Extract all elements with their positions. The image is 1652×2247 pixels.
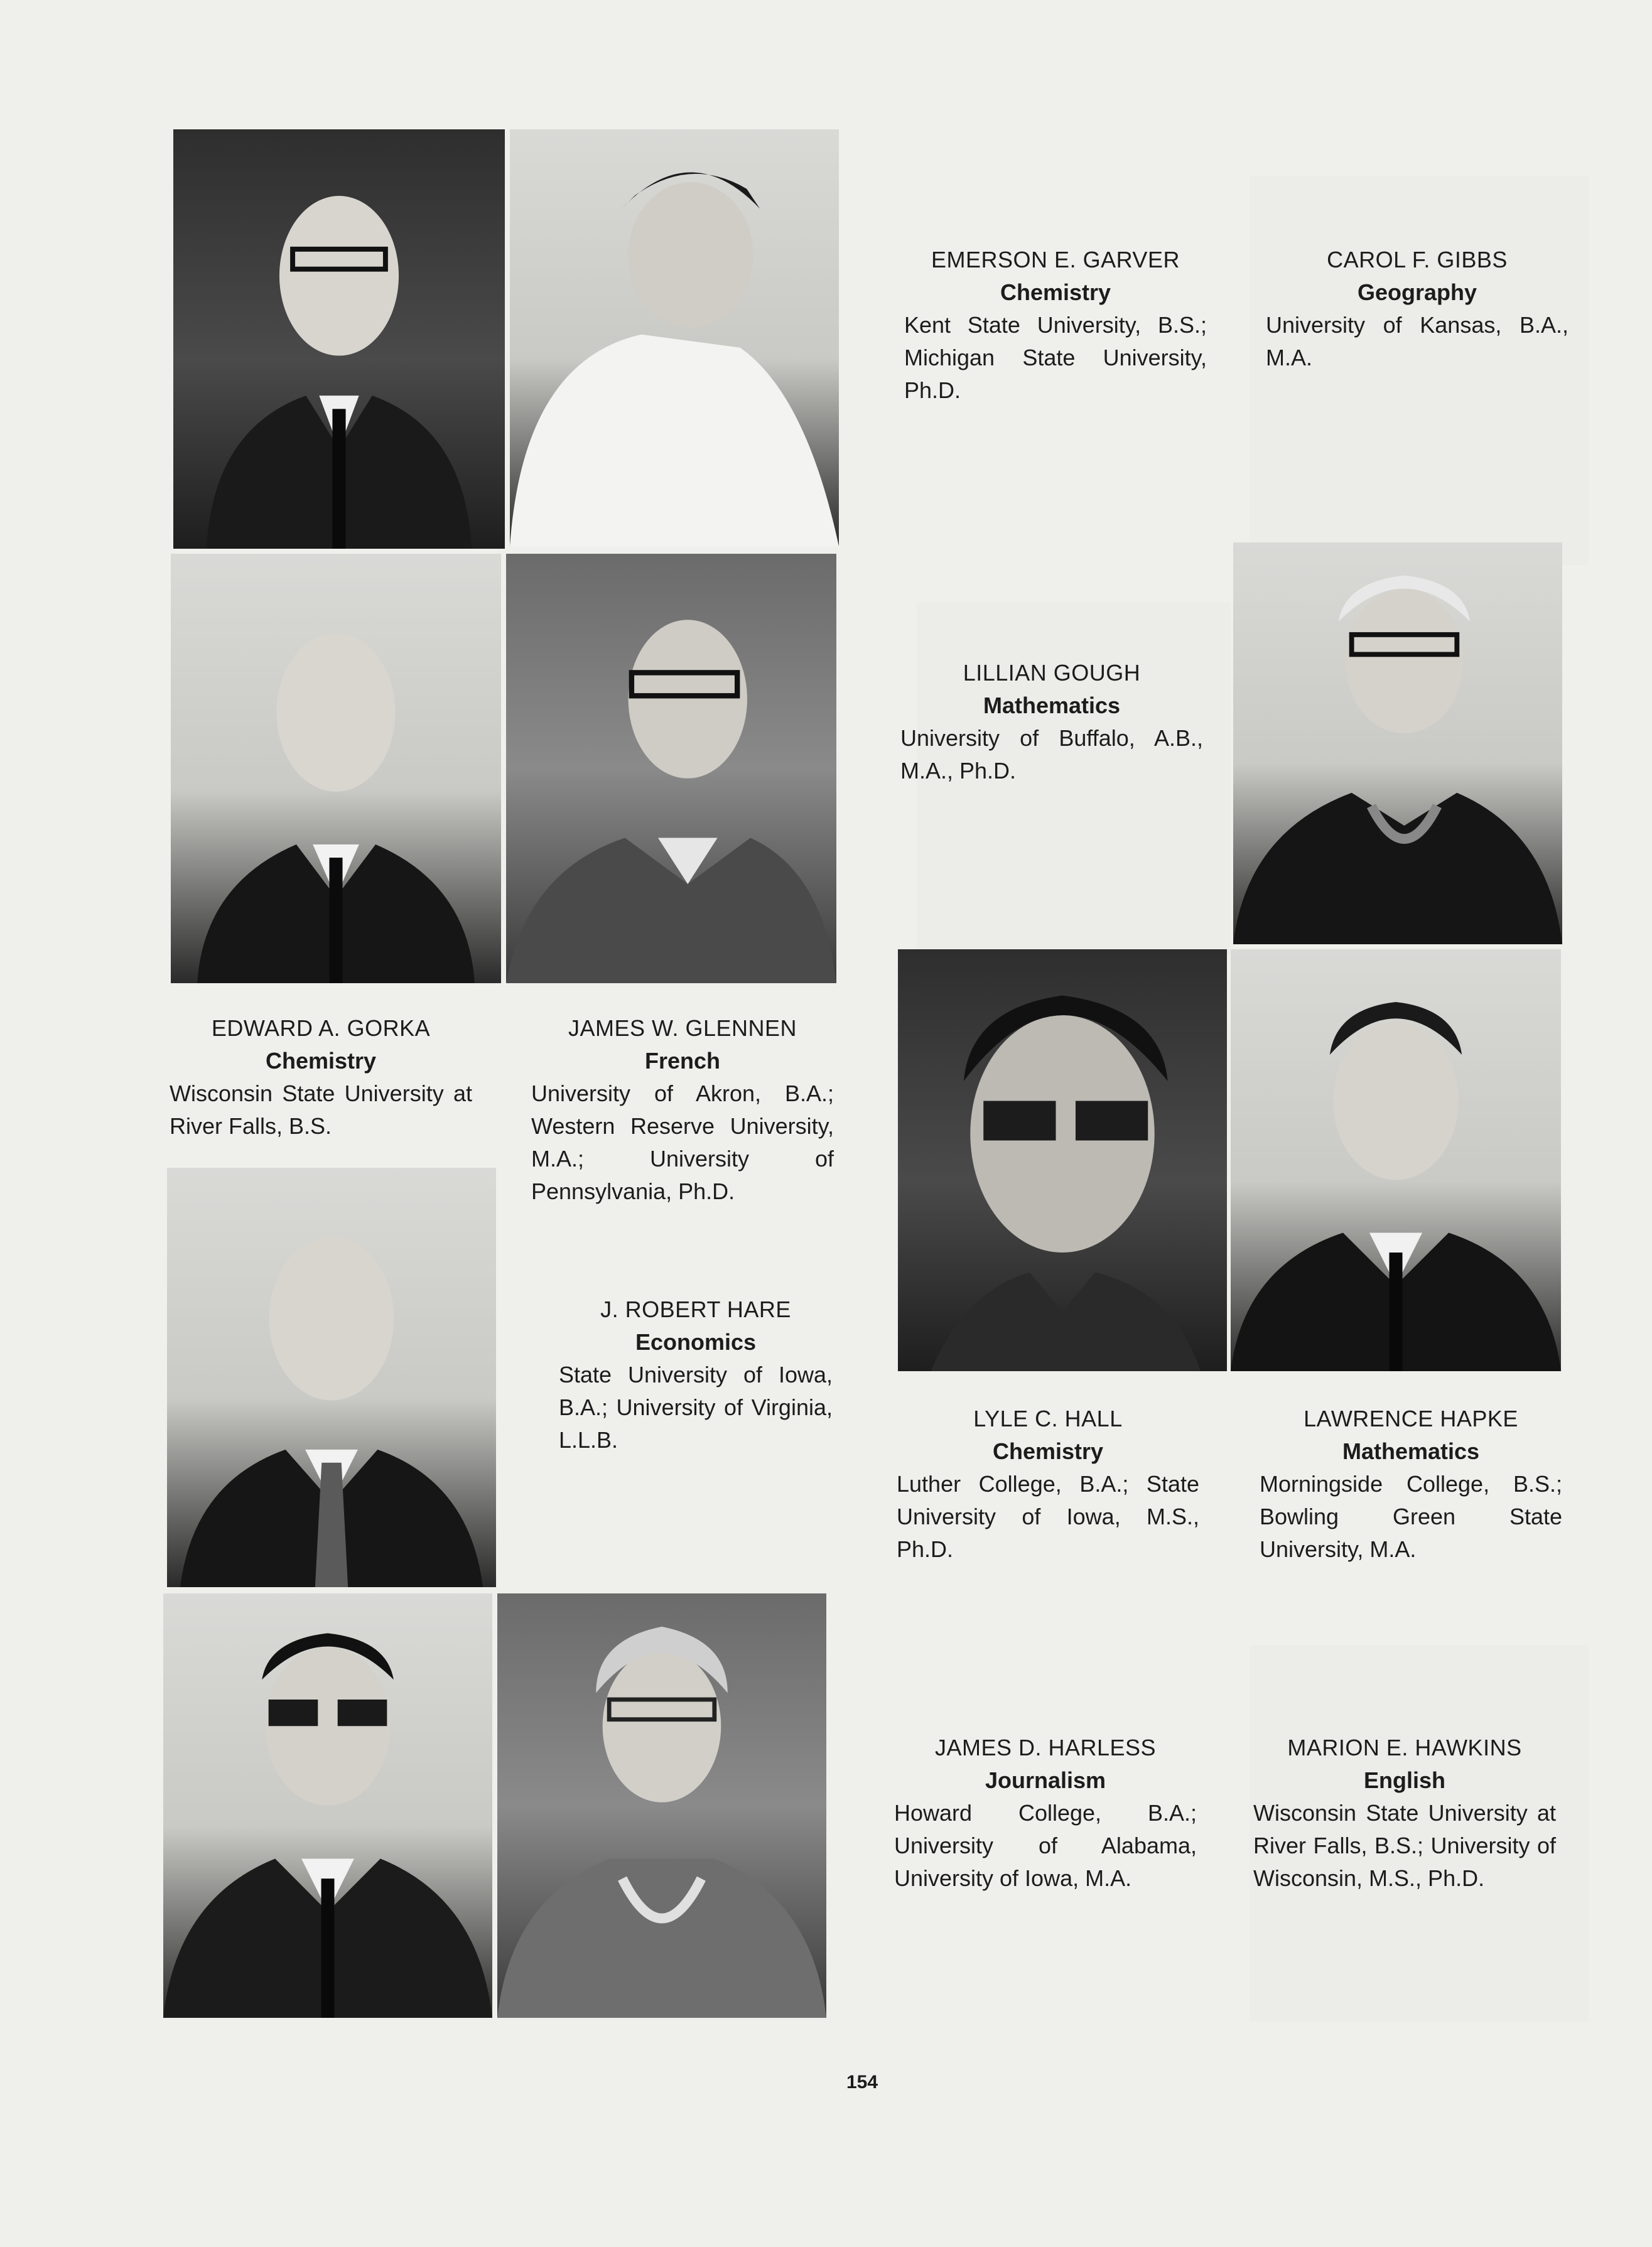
faculty-name: J. ROBERT HARE — [600, 1296, 791, 1322]
portrait-photo — [497, 1593, 826, 2018]
faculty-department: English — [1363, 1767, 1445, 1793]
faculty-department: Mathematics — [1342, 1438, 1480, 1464]
faculty-caption — [559, 1293, 833, 1457]
portrait-photo — [1231, 949, 1561, 1371]
faculty-caption — [170, 1012, 472, 1143]
page-number: 154 — [846, 2072, 878, 2093]
faculty-education: University of Buffalo, A.B., M.A., Ph.D. — [900, 725, 1203, 784]
faculty-caption — [904, 244, 1207, 407]
faculty-education: University of Kansas, B.A., M.A. — [1266, 312, 1568, 370]
faculty-caption — [1253, 1732, 1556, 1895]
portrait-photo — [1233, 542, 1562, 944]
portrait-photo — [506, 554, 836, 983]
faculty-caption — [897, 1403, 1199, 1566]
faculty-caption — [1266, 244, 1568, 374]
faculty-name: LILLIAN GOUGH — [963, 660, 1141, 686]
faculty-department: Mathematics — [983, 692, 1121, 718]
faculty-education: University of Akron, B.A.; Western Reserve University, M.A.; University of Pennsylvania, Ph.D. — [531, 1080, 834, 1204]
faculty-department: Chemistry — [1000, 279, 1111, 305]
faculty-name: JAMES D. HARLESS — [934, 1735, 1157, 1760]
faculty-department: Economics — [635, 1329, 757, 1355]
faculty-name: JAMES W. GLENNEN — [568, 1015, 797, 1041]
faculty-department: French — [644, 1048, 721, 1074]
faculty-name: LYLE C. HALL — [973, 1406, 1123, 1431]
faculty-name: CAROL F. GIBBS — [1327, 247, 1508, 272]
faculty-education: Wisconsin State University at River Falls, B.S. — [170, 1080, 472, 1139]
faculty-caption — [531, 1012, 834, 1208]
faculty-education: Morningside College, B.S.; Bowling Green State University, M.A. — [1260, 1471, 1562, 1562]
portrait-photo — [510, 129, 839, 546]
faculty-education: Howard College, B.A.; University of Alabama, University of Iowa, M.A. — [894, 1800, 1197, 1891]
faculty-name: EMERSON E. GARVER — [931, 247, 1180, 272]
faculty-department: Geography — [1357, 279, 1477, 305]
faculty-education: Wisconsin State University at River Falls, B.S.; University of Wisconsin, M.S., Ph.D. — [1253, 1800, 1556, 1891]
faculty-education: Kent State University, B.S.; Michigan State University, Ph.D. — [904, 312, 1207, 403]
faculty-department: Chemistry — [992, 1438, 1104, 1464]
portrait-photo — [163, 1593, 492, 2018]
faculty-caption — [894, 1732, 1197, 1895]
faculty-caption — [1260, 1403, 1562, 1566]
faculty-caption — [900, 657, 1203, 787]
portrait-photo — [167, 1168, 496, 1587]
portrait-photo — [173, 129, 505, 549]
faculty-education: Luther College, B.A.; State University of Iowa, M.S., Ph.D. — [897, 1471, 1199, 1562]
faculty-name: EDWARD A. GORKA — [211, 1015, 431, 1041]
portrait-photo — [898, 949, 1227, 1371]
faculty-department: Chemistry — [265, 1048, 377, 1074]
faculty-education: State University of Iowa, B.A.; University of Virginia, L.L.B. — [559, 1362, 833, 1453]
faculty-name: LAWRENCE HAPKE — [1304, 1406, 1518, 1431]
faculty-department: Journalism — [985, 1767, 1106, 1793]
faculty-name: MARION E. HAWKINS — [1287, 1735, 1522, 1760]
portrait-photo — [171, 554, 501, 983]
